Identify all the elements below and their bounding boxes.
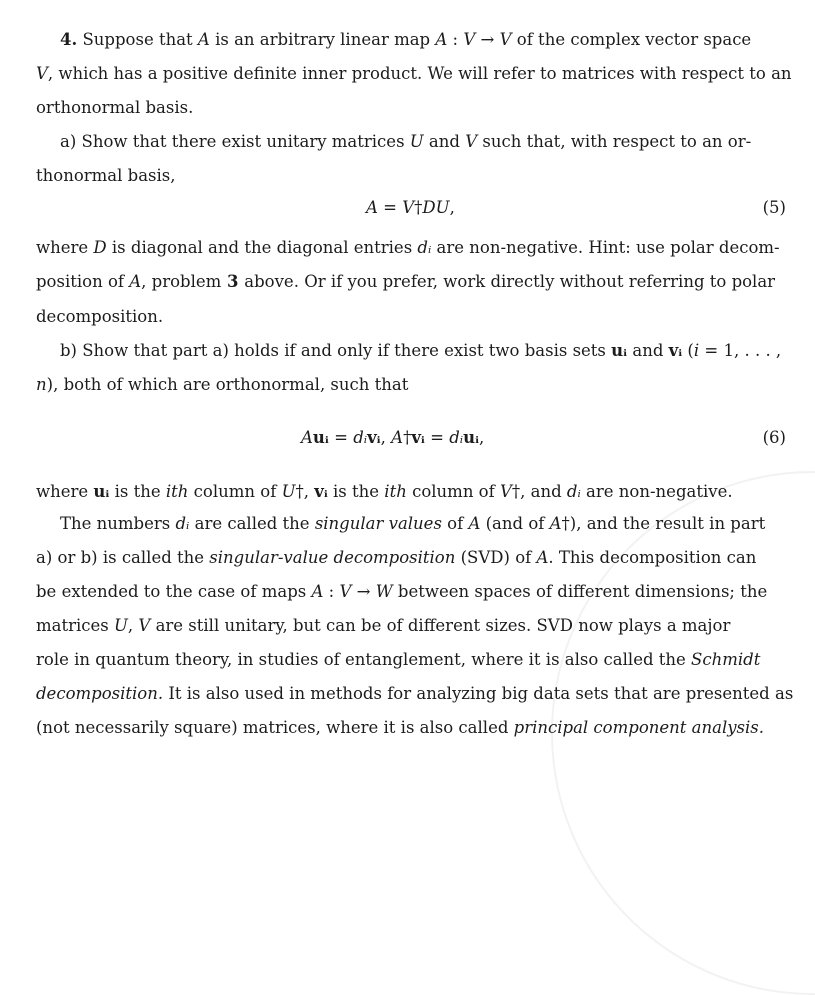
after-eq5-line-2: position of A, problem 3 above. Or if you prefer, work directly without referring to polar	[36, 272, 776, 291]
equation-5-body: A = V†DU,	[366, 198, 455, 217]
closing-line-1: The numbers dᵢ are called the singular values of A (and of A†), and the result in part	[60, 514, 766, 533]
part-b-line-2: n), both of which are orthonormal, such that	[36, 375, 409, 394]
closing-line-7: (not necessarily square) matrices, where it is also called principal component analysis.	[36, 718, 765, 737]
part-a-line-1: a) Show that there exist unitary matrices U and V such that, with respect to an or-	[60, 132, 752, 151]
closing-line-2: a) or b) is called the singular-value decomposition (SVD) of A. This decomposition can	[36, 548, 757, 567]
after-eq5-line-3: decomposition.	[36, 307, 164, 326]
problem-intro-line-3: orthonormal basis.	[36, 98, 194, 117]
closing-line-5: role in quantum theory, in studies of entanglement, where it is also called the Schmidt	[36, 650, 761, 669]
problem-intro-line-2: V, which has a positive definite inner product. We will refer to matrices with respect to an	[36, 64, 792, 83]
problem-intro-line-1: 4. Suppose that A is an arbitrary linear map A : V → V of the complex vector space	[60, 30, 752, 49]
equation-6-body: Auᵢ = dᵢvᵢ, A†vᵢ = dᵢuᵢ,	[301, 428, 485, 447]
closing-line-4: matrices U, V are still unitary, but can be of different sizes. SVD now plays a major	[36, 616, 731, 635]
part-a-line-2: thonormal basis,	[36, 166, 176, 185]
after-eq5-line-1: where D is diagonal and the diagonal entries dᵢ are non-negative. Hint: use polar decom-	[36, 238, 780, 257]
equation-6-label: (6)	[762, 428, 786, 447]
after-eq6-line: where uᵢ is the ith column of U†, vᵢ is the ith column of V†, and dᵢ are non-negative.	[36, 482, 733, 501]
problem-number: 4.	[60, 30, 78, 49]
part-b-line-1: b) Show that part a) holds if and only if there exist two basis sets uᵢ and vᵢ (i = 1, . . . ,	[60, 341, 782, 360]
closing-line-6: decomposition. It is also used in methods for analyzing big data sets that are presented as	[36, 684, 794, 703]
closing-line-3: be extended to the case of maps A : V → W between spaces of different dimensions; the	[36, 582, 768, 601]
equation-5-label: (5)	[762, 198, 786, 217]
